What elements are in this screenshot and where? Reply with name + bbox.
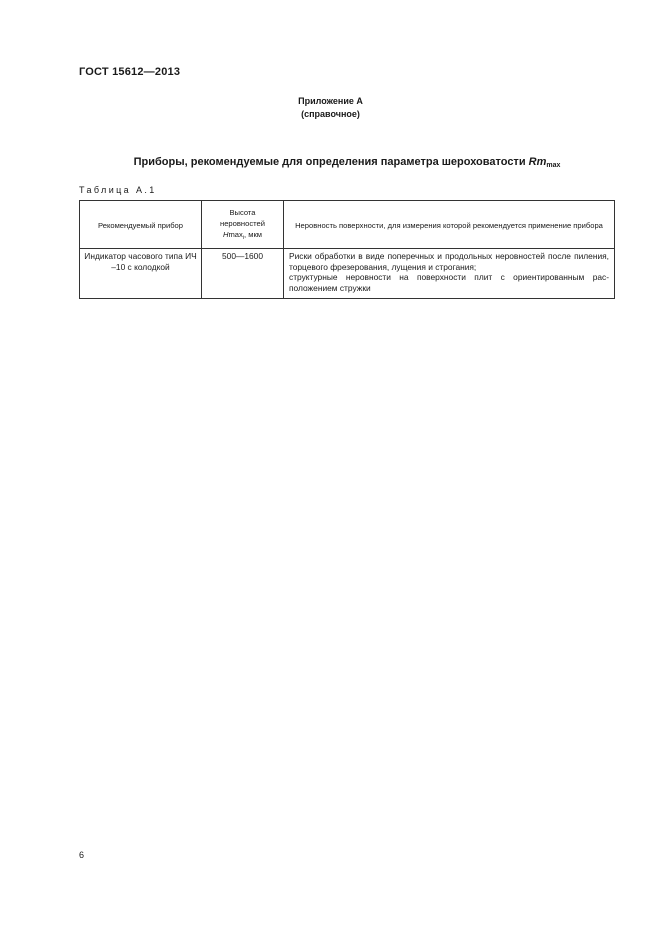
table-header-row (80, 201, 615, 249)
standard-code: ГОСТ 15612—2013 (79, 66, 181, 78)
cell-irregularity-line1: Риски обработки в виде поперечных и продольных неровностей после пиления, торцевого фрезерования, лущения и строгания; (289, 251, 609, 272)
table-header (80, 201, 615, 249)
page-number: 6 (79, 850, 85, 860)
section-heading (79, 156, 615, 169)
table-row (80, 249, 615, 299)
appendix-block (0, 95, 661, 121)
cell-height: 500—1600 (202, 249, 284, 299)
appendix-note: (справочное) (301, 109, 360, 119)
table-caption: Таблица А.1 (79, 185, 157, 195)
heading-subscript: max (546, 162, 561, 169)
table-body (80, 249, 615, 299)
header-irregularity: Неровность поверхности, для измерения которой рекомендуется применение прибора (284, 201, 615, 249)
header-height (202, 201, 284, 249)
cell-irregularity-line2: структурные неровности на поверхности плит с ориентированным расположением стружки (289, 272, 609, 293)
header-height-unit: , мкм (244, 229, 263, 239)
appendix-title: Приложение А (298, 96, 363, 106)
devices-table (79, 200, 615, 299)
header-height-subscript: i (242, 234, 245, 241)
header-height-symbol: H (222, 229, 229, 239)
header-height-line2: неровностей (220, 218, 265, 228)
cell-irregularity (284, 249, 615, 299)
header-height-line3 (206, 229, 279, 244)
heading-symbol: Rm (528, 156, 547, 168)
header-height-line1: Высота (229, 207, 256, 217)
header-height-symbol-rest: max (228, 229, 243, 239)
cell-device: Индикатор часового типа ИЧ –10 с колодкой (80, 249, 202, 299)
header-device: Рекомендуемый прибор (80, 201, 202, 249)
heading-text: Приборы, рекомендуемые для определения параметра шероховатости (133, 156, 529, 168)
